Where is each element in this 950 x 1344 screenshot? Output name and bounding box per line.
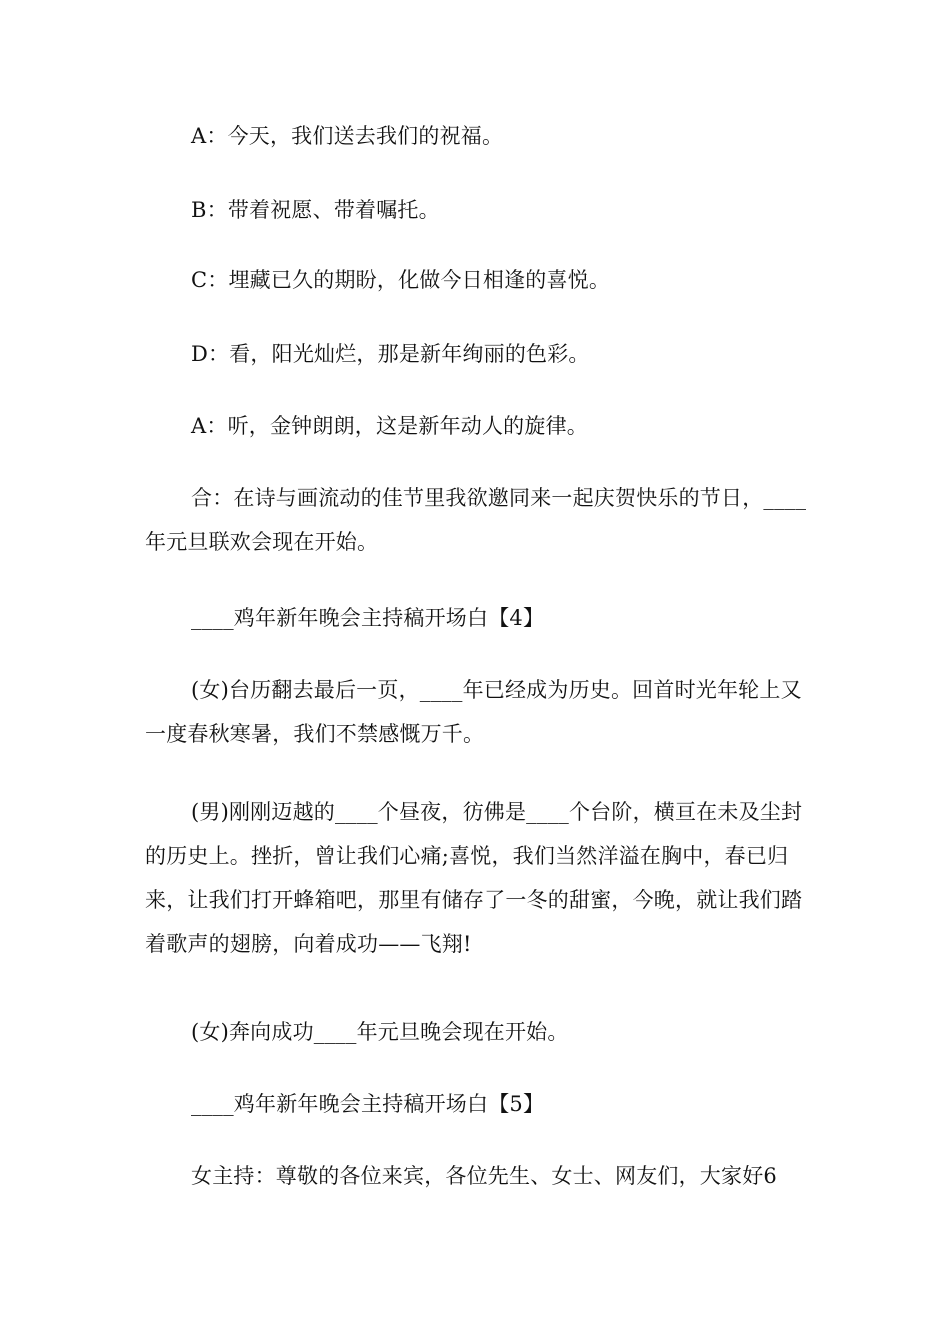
dialogue-line-b: B：带着祝愿、带着嘱托。 xyxy=(191,198,440,222)
dialogue-line-c: C：埋藏已久的期盼，化做今日相逢的喜悦。 xyxy=(191,268,611,292)
dialogue-line-d: D：看，阳光灿烂，那是新年绚丽的色彩。 xyxy=(191,342,590,366)
dialogue-line-a-2: A：听，金钟朗朗，这是新年动人的旋律。 xyxy=(191,414,588,438)
section-heading-4: ____鸡年新年晚会主持稿开场白【4】 xyxy=(191,606,545,630)
female-host-opening: 女主持：尊敬的各位来宾，各位先生、女士、网友们，大家好6 xyxy=(191,1164,777,1188)
female-host-paragraph-2: (女)奔向成功____年元旦晚会现在开始。 xyxy=(191,1020,569,1044)
male-host-paragraph: (男)刚刚迈越的____个昼夜，彷佛是____个台阶，横亘在未及尘封的历史上。挫折，曾让我们心痛;喜悦，我们当然洋溢在胸中，春已归来，让我们打开蜂箱吧，那里有储存了一冬的甜蜜，今晚，就让我们踏着歌声的翅膀，向着成功——飞翔! xyxy=(145,800,803,956)
female-host-paragraph-1: (女)台历翻去最后一页，____年已经成为历史。回首时光年轮上又一度春秋寒暑，我们不禁感慨万千。 xyxy=(145,678,802,746)
dialogue-line-a-1: A：今天，我们送去我们的祝福。 xyxy=(191,124,504,148)
dialogue-line-together: 合：在诗与画流动的佳节里我欲邀同来一起庆贺快乐的节日，____年元旦联欢会现在开始。 xyxy=(145,486,807,554)
section-heading-5: ____鸡年新年晚会主持稿开场白【5】 xyxy=(191,1092,545,1116)
